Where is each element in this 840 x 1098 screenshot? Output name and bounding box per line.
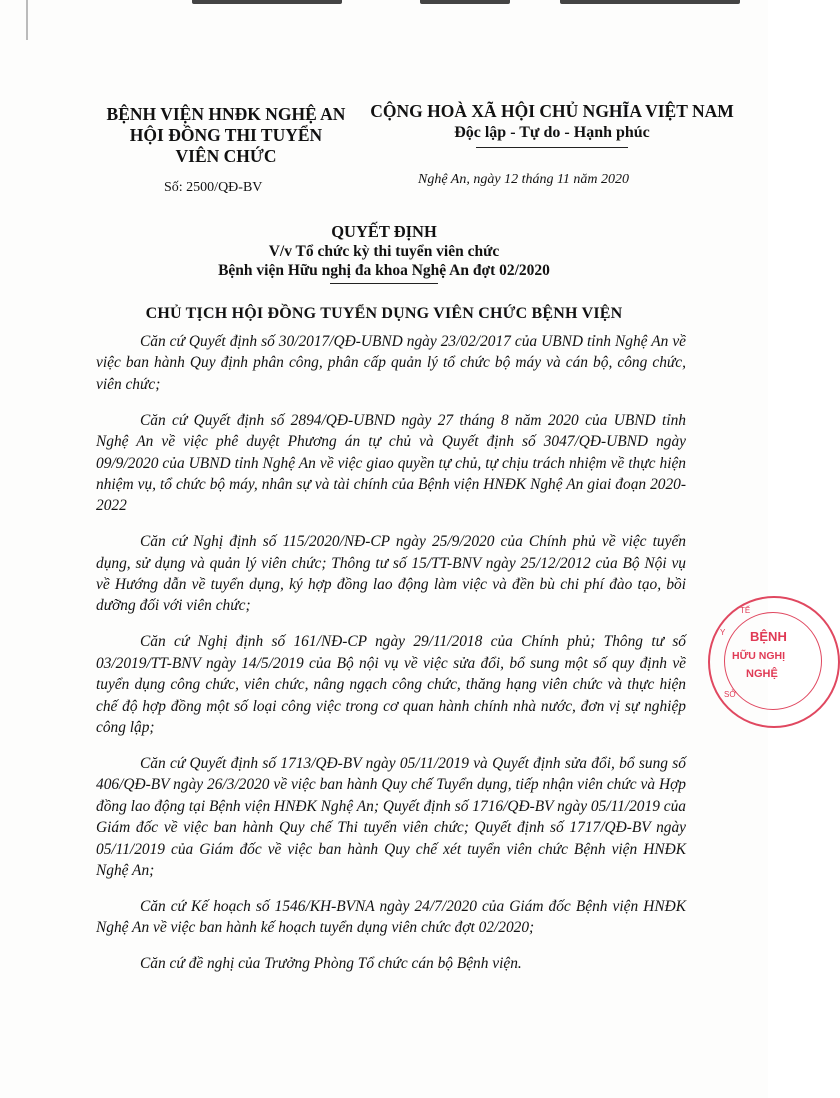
scan-artifact-left	[26, 0, 28, 40]
paragraph-5: Căn cứ Quyết định số 1713/QĐ-BV ngày 05/11/2019 và Quyết định sửa đổi, bổ sung số 406/QĐ-BV ngày 26/3/2020 về việc ban hành Quy chế Tuyển dụng, tiếp nhận viên chức và Hợp đồng lao động tại Bệnh viện HNĐK Nghệ An; Quyết định số 1716/QĐ-BV ngày 05/11/2019 của Giám đốc về việc ban hành Quy chế Thi tuyển viên chức; Quyết định số 1717/QĐ-BV ngày 05/11/2019 của Giám đốc về việc ban hành Quy chế xét tuyển viên chức Bệnh viện HNĐK Nghệ An;	[96, 754, 686, 879]
decision-title	[0, 222, 768, 284]
document-number: Số: 2500/QĐ-BV	[164, 180, 263, 195]
national-header	[352, 100, 752, 148]
seal-rim-bottom: SỞ	[724, 690, 737, 699]
seal-text-3: NGHỆ	[746, 668, 778, 680]
seal-rim-left: Y	[720, 628, 726, 637]
agency-line-3: VIÊN CHỨC	[175, 146, 277, 166]
agency-line-2: HỘI ĐỒNG THI TUYỂN	[129, 125, 323, 145]
paragraph-7: Căn cứ đề nghị của Trưởng Phòng Tổ chức cán bộ Bệnh viện.	[140, 955, 522, 973]
seal-text-1: BỆNH	[750, 629, 787, 644]
national-title: CỘNG HOÀ XÃ HỘI CHỦ NGHĨA VIỆT NAM	[370, 101, 734, 121]
paragraph-3: Căn cứ Nghị định số 115/2020/NĐ-CP ngày 25/9/2020 của Chính phủ về việc tuyển dụng, sử dụng và quản lý viên chức; Thông tư số 15/TT-BNV ngày 25/12/2012 của Bộ Nội vụ về Hướng dẫn về tuyển dụng, ký hợp đồng lao động làm việc và đền bù chi phí đào tạo, bồi dưỡng đối với viên chức;	[96, 533, 686, 615]
title-underline	[330, 283, 438, 284]
document-date: Nghệ An, ngày 12 tháng 11 năm 2020	[418, 172, 630, 187]
red-seal-stamp	[708, 596, 840, 728]
agency-line-1: BỆNH VIỆN HNĐK NGHỆ AN	[106, 104, 346, 124]
title-line-3: Bệnh viện Hữu nghị đa khoa Nghệ An đợt 02/2020	[218, 262, 550, 279]
motto-underline	[476, 147, 628, 148]
paragraph-6: Căn cứ Kế hoạch số 1546/KH-BVNA ngày 24/7/2020 của Giám đốc Bệnh viện HNĐK Nghệ An về việc ban hành kế hoạch tuyển dụng viên chức đợt 02/2020;	[96, 897, 686, 937]
paragraph-4: Căn cứ Nghị định số 161/NĐ-CP ngày 29/11/2018 của Chính phủ; Thông tư số 03/2019/TT-BNV ngày 14/5/2019 của Bộ nội vụ về việc sửa đổi, bổ sung một số quy định về tuyển dụng công chức, viên chức, nâng ngạch công chức, thăng hạng viên chức và thực hiện chế độ hợp đồng một số loại công việc trong cơ quan hành chính nhà nước, đơn vị sự nghiệp công lập;	[96, 633, 686, 736]
seal-text-2: HỮU NGHỊ	[732, 650, 786, 662]
title-line-2: V/v Tổ chức kỳ thi tuyển viên chức	[268, 243, 500, 260]
decision-body	[96, 331, 686, 989]
agency-header	[86, 104, 366, 167]
seal-rim-top: TẾ	[740, 606, 751, 615]
paragraph-2: Căn cứ Quyết định số 2894/QĐ-UBND ngày 27 tháng 8 năm 2020 của UBND tỉnh Nghệ An về việc phê duyệt Phương án tự chủ và Quyết định số 3047/QĐ-UBND ngày 09/9/2020 của UBND tỉnh Nghệ An về việc giao quyền tự chủ, tự chịu trách nhiệm về thực hiện nhiệm vụ, tổ chức bộ máy, nhân sự và tài chính của Bệnh viện HNĐK Nghệ An giai đoạn 2020-2022	[96, 411, 686, 515]
national-motto: Độc lập - Tự do - Hạnh phúc	[454, 124, 650, 141]
paragraph-1: Căn cứ Quyết định số 30/2017/QĐ-UBND ngày 23/02/2017 của UBND tỉnh Nghệ An về việc ban hành Quy định phân công, phân cấp quản lý tổ chức bộ máy và cán bộ, công chức, viên chức;	[96, 333, 686, 393]
chairman-heading: CHỦ TỊCH HỘI ĐỒNG TUYỂN DỤNG VIÊN CHỨC BỆNH VIỆN	[145, 305, 623, 322]
scan-artifact-top	[0, 0, 768, 14]
title-line-1: QUYẾT ĐỊNH	[331, 222, 437, 241]
